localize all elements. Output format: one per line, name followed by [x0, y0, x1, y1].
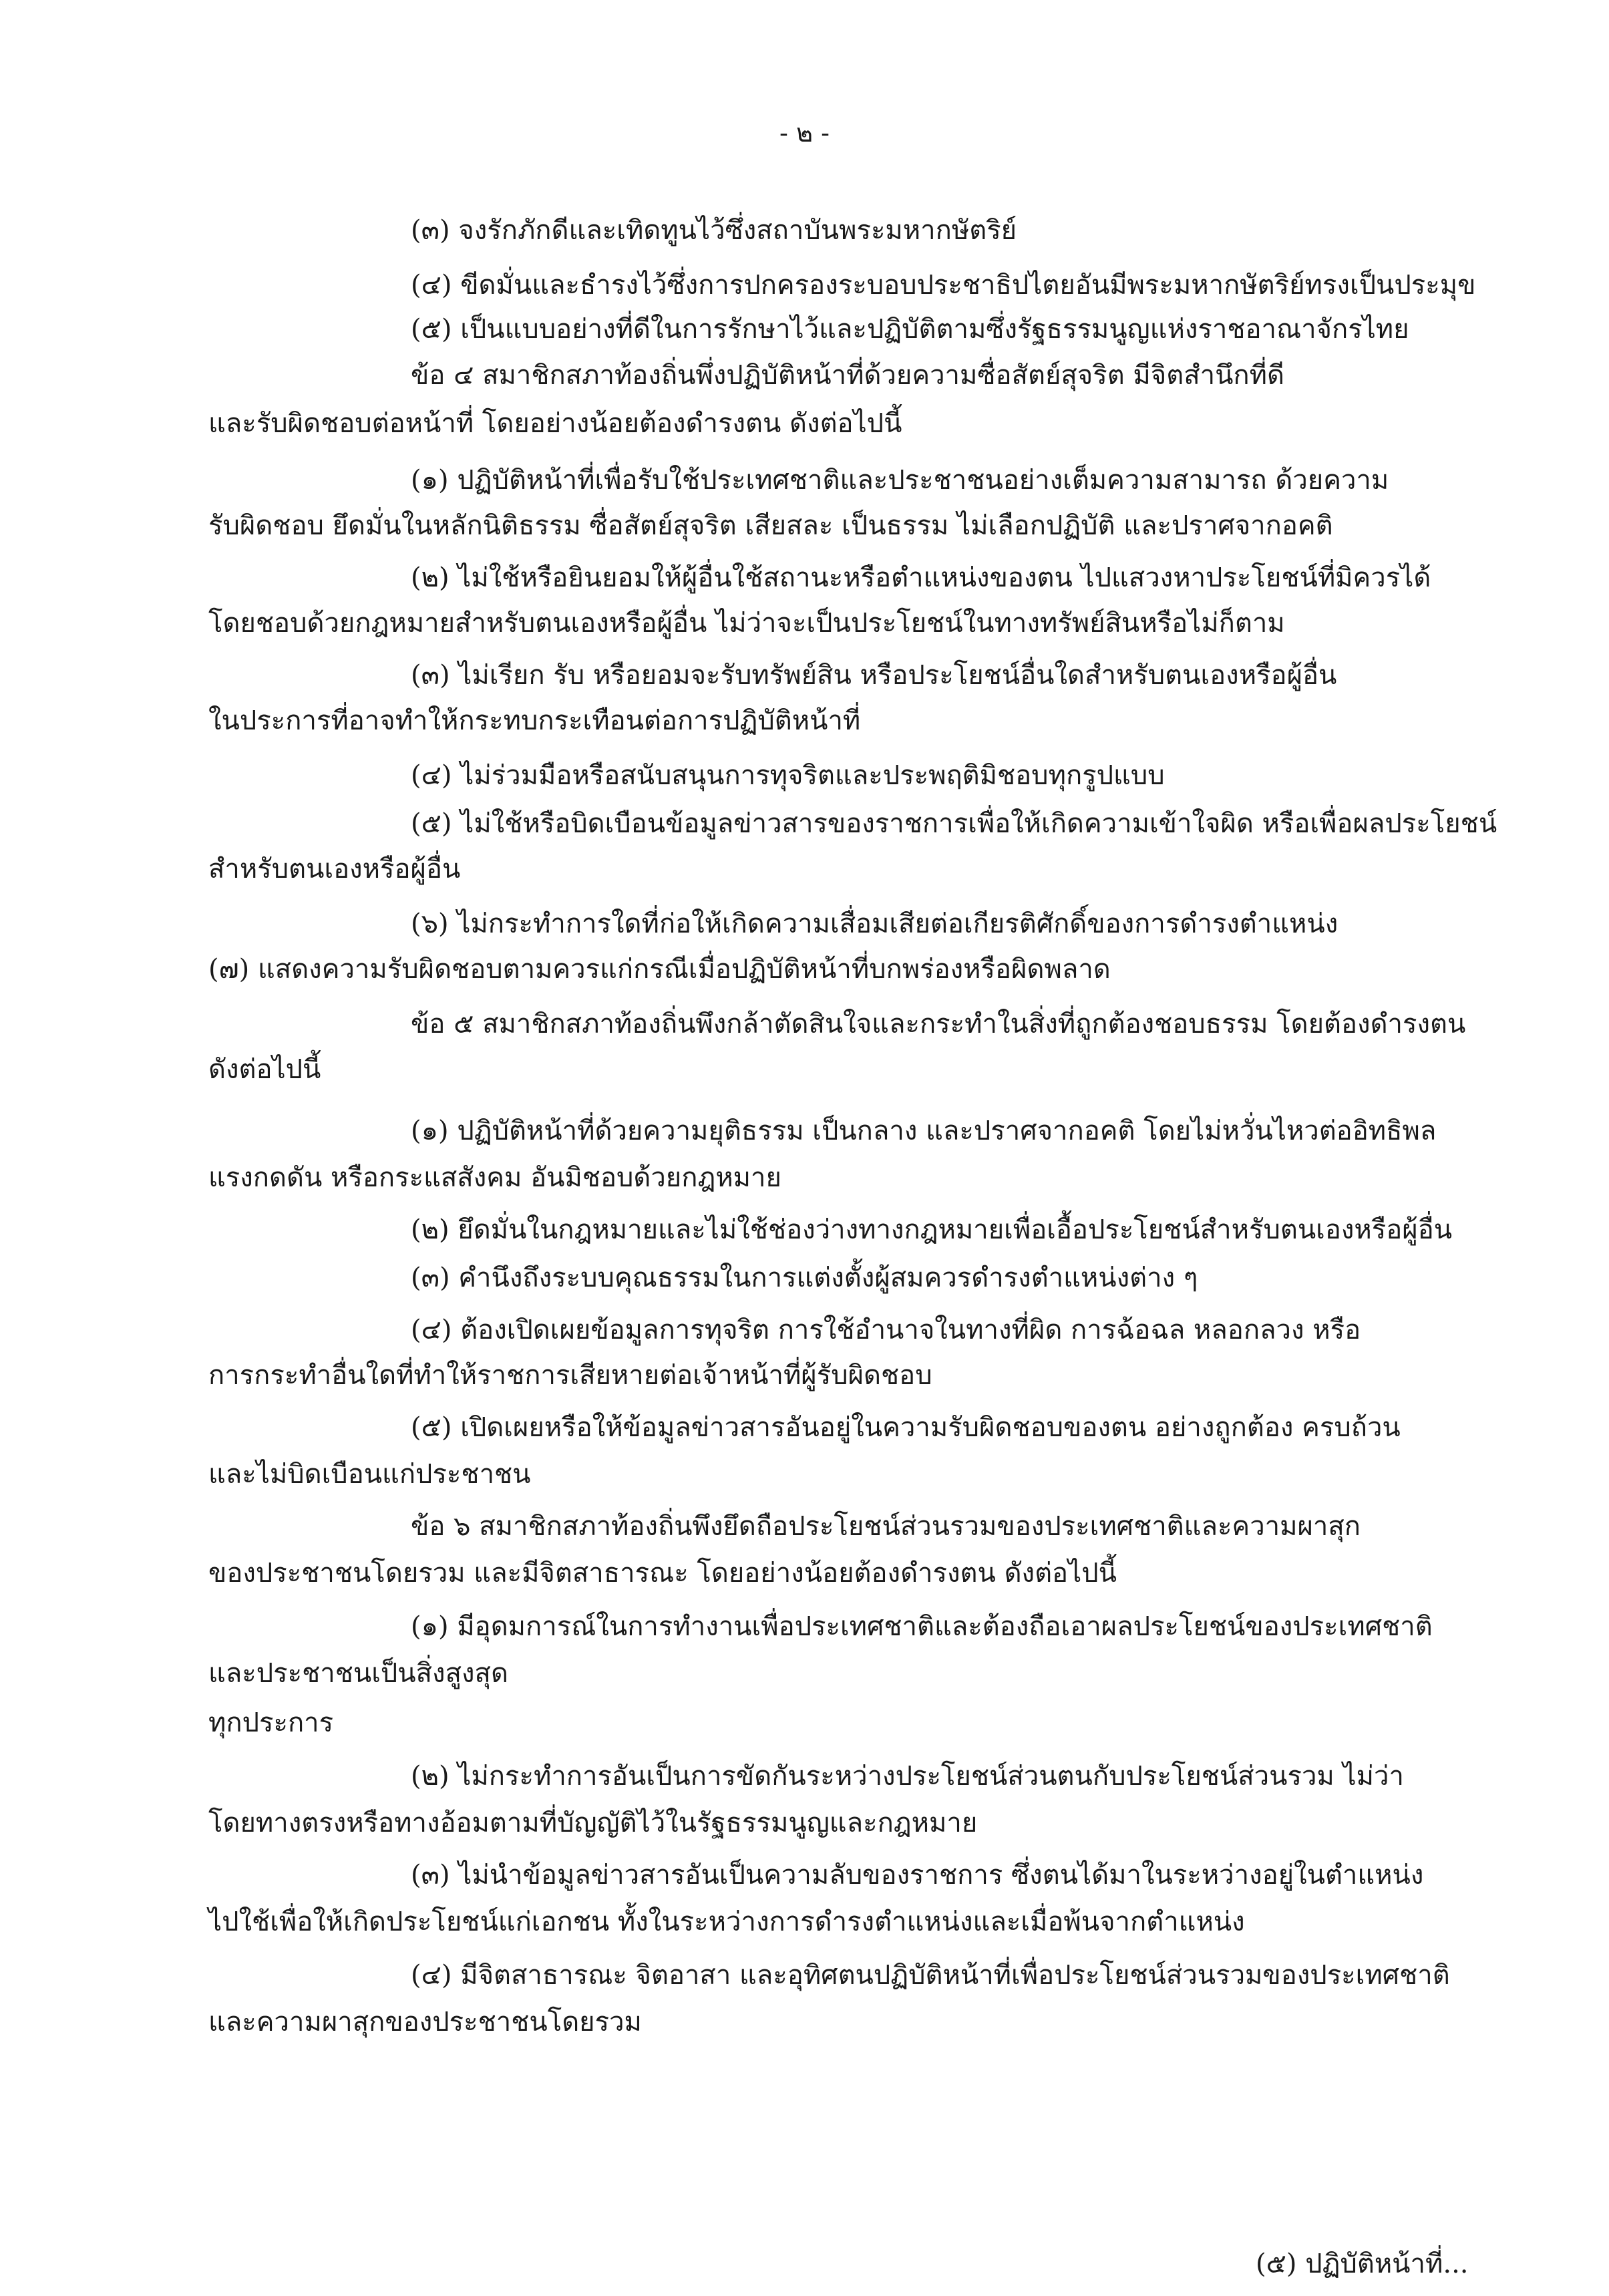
- text-line: โดยชอบด้วยกฎหมายสำหรับตนเองหรือผู้อื่น ไม่ว่าจะเป็นประโยชน์ในทางทรัพย์สินหรือไม่ก็ตาม: [208, 608, 1285, 639]
- text-line: โดยทางตรงหรือทางอ้อมตามที่บัญญัติไว้ในรัฐธรรมนูญและกฎหมาย: [208, 1808, 978, 1838]
- text-line: (๕) เป็นแบบอย่างที่ดีในการรักษาไว้และปฏิบัติตามซึ่งรัฐธรรมนูญแห่งราชอาณาจักรไทย: [411, 314, 1409, 345]
- text-line: (๔) มีจิตสาธารณะ จิตอาสา และอุทิศตนปฏิบัติหน้าที่เพื่อประโยชน์ส่วนรวมของประเทศชาติ: [411, 1960, 1450, 1991]
- text-line: (๓) จงรักภักดีและเทิดทูนไว้ซึ่งสถาบันพระมหากษัตริย์: [411, 215, 1017, 246]
- text-line: (๔) ขีดมั่นและธำรงไว้ซึ่งการปกครองระบอบประชาธิปไตยอันมีพระมหากษัตริย์ทรงเป็นประมุข: [411, 270, 1476, 301]
- text-line: (๑) ปฏิบัติหน้าที่เพื่อรับใช้ประเทศชาติและประชาชนอย่างเต็มความสามารถ ด้วยความ: [411, 465, 1389, 496]
- text-line: (๓) ไม่นำข้อมูลข่าวสารอันเป็นความลับของราชการ ซึ่งตนได้มาในระหว่างอยู่ในตำแหน่ง: [411, 1860, 1424, 1891]
- text-line: (๒) ไม่กระทำการอันเป็นการขัดกันระหว่างประโยชน์ส่วนตนกับประโยชน์ส่วนรวม ไม่ว่า: [411, 1761, 1404, 1792]
- text-line: ไปใช้เพื่อให้เกิดประโยชน์แก่เอกชน ทั้งในระหว่างการดำรงตำแหน่งและเมื่อพ้นจากตำแหน่ง: [208, 1907, 1245, 1937]
- text-line: ในประการที่อาจทำให้กระทบกระเทือนต่อการปฏิบัติหน้าที่: [208, 705, 861, 736]
- text-line: (๓) ไม่เรียก รับ หรือยอมจะรับทรัพย์สิน หรือประโยชน์อื่นใดสำหรับตนเองหรือผู้อื่น: [411, 660, 1337, 691]
- continuation-text: (๕) ปฏิบัติหน้าที่...: [1256, 2249, 1469, 2279]
- text-line: (๕) ไม่ใช้หรือบิดเบือนข้อมูลข่าวสารของราชการเพื่อให้เกิดความเข้าใจผิด หรือเพื่อผลประโยชน์: [411, 808, 1497, 839]
- text-line: (๒) ยึดมั่นในกฎหมายและไม่ใช้ช่องว่างทางกฎหมายเพื่อเอื้อประโยชน์สำหรับตนเองหรือผู้อื่น: [411, 1214, 1453, 1245]
- text-line: รับผิดชอบ ยึดมั่นในหลักนิติธรรม ซื่อสัตย์สุจริต เสียสละ เป็นธรรม ไม่เลือกปฏิบัติ และปราศจากอคติ: [208, 510, 1333, 541]
- text-line: และความผาสุกของประชาชนโดยรวม: [208, 2007, 642, 2037]
- text-line: และประชาชนเป็นสิ่งสูงสุด: [208, 1658, 508, 1689]
- text-line: ข้อ ๖ สมาชิกสภาท้องถิ่นพึงยึดถือประโยชน์ส่วนรวมของประเทศชาติและความผาสุก: [411, 1511, 1361, 1542]
- text-line: (๗) แสดงความรับผิดชอบตามควรแก่กรณีเมื่อปฏิบัติหน้าที่บกพร่องหรือผิดพลาด: [208, 954, 1111, 985]
- text-line: และไม่บิดเบือนแก่ประชาชน: [208, 1459, 531, 1490]
- text-line: (๑) ปฏิบัติหน้าที่ด้วยความยุติธรรม เป็นกลาง และปราศจากอคติ โดยไม่หวั่นไหวต่ออิทธิพล: [411, 1116, 1437, 1146]
- text-line: (๖) ไม่กระทำการใดที่ก่อให้เกิดความเสื่อมเสียต่อเกียรติศักดิ์ของการดำรงตำแหน่ง: [411, 909, 1338, 939]
- text-line: ข้อ ๕ สมาชิกสภาท้องถิ่นพึงกล้าตัดสินใจและกระทำในสิ่งที่ถูกต้องชอบธรรม โดยต้องดำรงตน: [411, 1009, 1466, 1039]
- text-line: (๑) มีอุดมการณ์ในการทำงานเพื่อประเทศชาติและต้องถือเอาผลประโยชน์ของประเทศชาติ: [411, 1611, 1433, 1642]
- page-number: - ๒ -: [779, 118, 830, 148]
- text-line: (๓) คำนึงถึงระบบคุณธรรมในการแต่งตั้งผู้สมควรดำรงตำแหน่งต่าง ๆ: [411, 1263, 1198, 1293]
- text-line: และรับผิดชอบต่อหน้าที่ โดยอย่างน้อยต้องดำรงตน ดังต่อไปนี้: [208, 408, 902, 439]
- text-line: สำหรับตนเองหรือผู้อื่น: [208, 854, 461, 884]
- text-line: (๔) ไม่ร่วมมือหรือสนับสนุนการทุจริตและประพฤติมิชอบทุกรูปแบบ: [411, 760, 1165, 791]
- text-line: ดังต่อไปนี้: [208, 1054, 321, 1085]
- text-line: แรงกดดัน หรือกระแสสังคม อันมิชอบด้วยกฎหมาย: [208, 1162, 781, 1193]
- text-line: ทุกประการ: [208, 1707, 334, 1738]
- text-line: ของประชาชนโดยรวม และมีจิตสาธารณะ โดยอย่างน้อยต้องดำรงตน ดังต่อไปนี้: [208, 1558, 1117, 1589]
- text-line: (๕) เปิดเผยหรือให้ข้อมูลข่าวสารอันอยู่ในความรับผิดชอบของตน อย่างถูกต้อง ครบถ้วน: [411, 1412, 1401, 1443]
- text-line: (๔) ต้องเปิดเผยข้อมูลการทุจริต การใช้อำนาจในทางที่ผิด การฉ้อฉล หลอกลวง หรือ: [411, 1315, 1361, 1345]
- text-line: (๒) ไม่ใช้หรือยินยอมให้ผู้อื่นใช้สถานะหรือตำแหน่งของตน ไปแสวงหาประโยชน์ที่มิควรได้: [411, 562, 1431, 593]
- text-line: ข้อ ๔ สมาชิกสภาท้องถิ่นพึ่งปฏิบัติหน้าที่ด้วยความซื่อสัตย์สุจริต มีจิตสำนึกที่ดี: [411, 360, 1284, 391]
- text-line: การกระทำอื่นใดที่ทำให้ราชการเสียหายต่อเจ้าหน้าที่ผู้รับผิดชอบ: [208, 1360, 932, 1391]
